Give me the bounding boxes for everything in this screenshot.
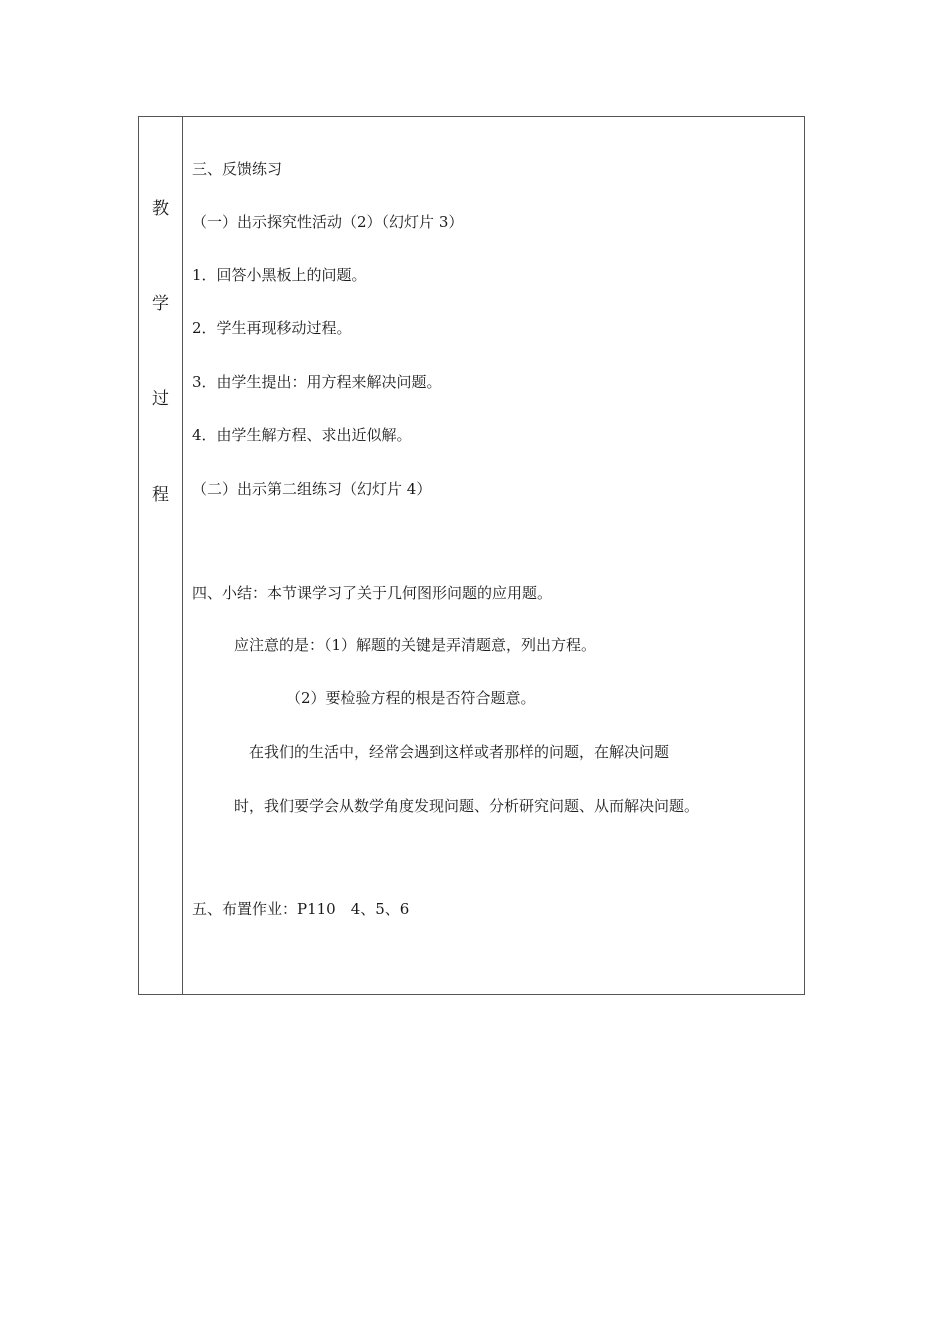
life-line-2: 时，我们要学会从数学角度发现问题、分析研究问题、从而解决问题。 bbox=[234, 797, 700, 815]
step-1: 1．回答小黑板上的问题。 bbox=[192, 266, 367, 284]
section5-title: 五、布置作业：P110 4、5、6 bbox=[192, 900, 410, 918]
section4-title: 四、小结：本节课学习了关于几何图形问题的应用题。 bbox=[192, 584, 553, 602]
note-line-2: （2）要检验方程的根是否符合题意。 bbox=[286, 689, 536, 707]
side-label-char-2: 学 bbox=[152, 294, 169, 314]
section3-title: 三、反馈练习 bbox=[192, 160, 283, 178]
life-line-1: 在我们的生活中，经常会遇到这样或者那样的问题，在解决问题 bbox=[249, 743, 670, 761]
side-label-char-1: 教 bbox=[152, 199, 169, 219]
side-label-char-4: 程 bbox=[152, 485, 169, 505]
activity-1: （一）出示探究性活动（2）（幻灯片 3） bbox=[192, 213, 464, 231]
step-2: 2．学生再现移动过程。 bbox=[192, 319, 352, 337]
step-4: 4．由学生解方程、求出近似解。 bbox=[192, 426, 412, 444]
step-3: 3．由学生提出：用方程来解决问题。 bbox=[192, 373, 442, 391]
lesson-table bbox=[138, 116, 805, 995]
activity-2: （二）出示第二组练习（幻灯片 4） bbox=[192, 480, 432, 498]
side-label-char-3: 过 bbox=[152, 389, 169, 409]
note-line-1: 应注意的是：（1）解题的关键是弄清题意，列出方程。 bbox=[234, 636, 597, 654]
column-divider bbox=[182, 117, 183, 994]
